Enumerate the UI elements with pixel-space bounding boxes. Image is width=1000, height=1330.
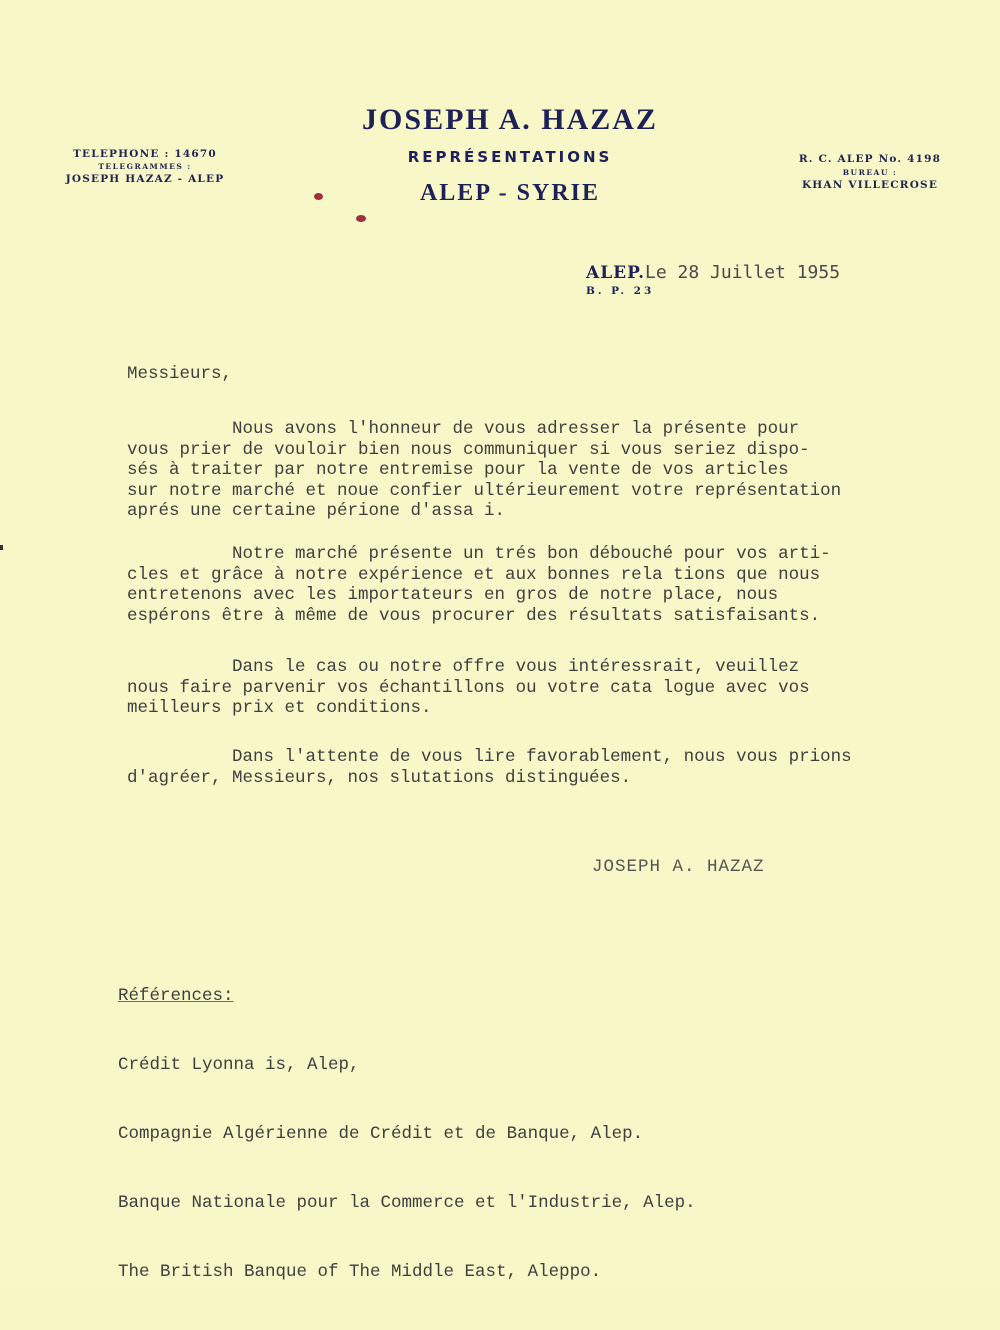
- reference-item: Banque Nationale pour la Commerce et l'Industrie, Alep.: [118, 1193, 696, 1213]
- telegrammes-label: TELEGRAMMES :: [98, 162, 192, 171]
- letterhead-contact: [40, 148, 250, 185]
- reference-item: Compagnie Algérienne de Crédit et de Banque, Alep.: [118, 1124, 644, 1144]
- references: [118, 939, 696, 1330]
- letter-date: Le 28 Juillet 1955: [645, 262, 841, 283]
- paragraph-3: Dans le cas ou notre offre vous intéressrait, veuillez nous faire parvenir vos échantillons ou votre cata logue avec vos meilleurs prix et conditions.: [127, 657, 810, 718]
- registry-line: R. C. ALEP No. 4198: [798, 153, 942, 165]
- company-subtitle: REPRÉSENTATIONS: [407, 148, 613, 166]
- company-city: ALEP - SYRIE: [419, 180, 601, 206]
- signature: JOSEPH A. HAZAZ: [592, 857, 765, 877]
- reference-item: Crédit Lyonna is, Alep,: [118, 1055, 360, 1075]
- telegram-address: JOSEPH HAZAZ - ALEP: [65, 173, 225, 185]
- date-block: [586, 262, 840, 297]
- bureau-label: BUREAU :: [842, 168, 898, 177]
- paragraph-1: Nous avons l'honneur de vous adresser la présente pour vous prier de vouloir bien nous communiquer si vous seriez dispo- sés à traiter par notre entremise pour la vente de vos articles sur notre marché et noue confier ultérieurement votre représentation aprés une certaine périone d'assa i.: [127, 419, 842, 521]
- paragraph-4: Dans l'attente de vous lire favorablement, nous vous prions d'agréer, Messieurs, nos slutations distinguées.: [127, 747, 852, 788]
- reference-item: The British Banque of The Middle East, Aleppo.: [118, 1262, 602, 1282]
- po-box: B. P. 23: [586, 285, 655, 297]
- ink-stain: [314, 193, 323, 200]
- date-place: ALEP.: [586, 263, 645, 283]
- bureau-address: KHAN VILLECROSE: [801, 179, 939, 191]
- edge-mark: [0, 545, 3, 550]
- ink-stain: [356, 215, 366, 222]
- salutation: Messieurs,: [127, 364, 233, 384]
- telephone-line: TELEPHONE : 14670: [73, 148, 217, 160]
- paragraph-2: Notre marché présente un trés bon débouché pour vos arti- cles et grâce à notre expérience et aux bonnes rela tions que nous entretenons avec les importateurs en gros de notre place, nous espérons être à même de vous procurer des résultats satisfaisants.: [127, 544, 831, 626]
- references-heading: Références:: [118, 986, 234, 1006]
- company-name: JOSEPH A. HAZAZ: [362, 103, 658, 136]
- letterhead-registry: [770, 153, 970, 191]
